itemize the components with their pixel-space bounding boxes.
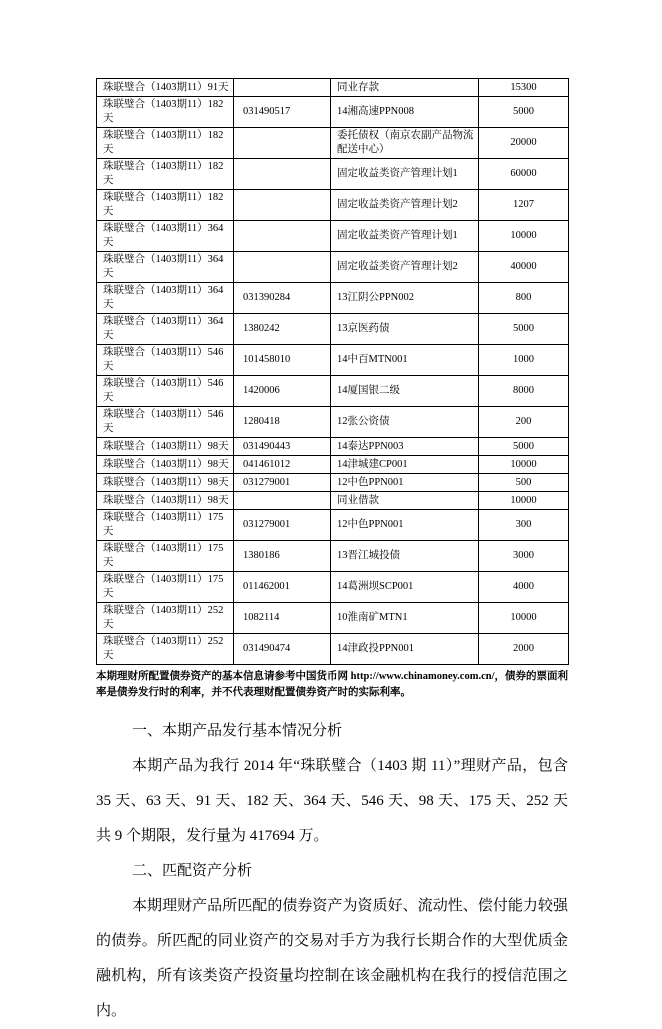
asset-name-cell: 同业借款 <box>331 492 479 510</box>
asset-allocation-table <box>96 78 569 665</box>
product-name-cell: 珠联璧合（1403期11）98天 <box>97 438 234 456</box>
section-1-heading: 一、本期产品发行基本情况分析 <box>132 723 343 739</box>
amount-cell: 10000 <box>479 603 569 634</box>
amount-cell: 500 <box>479 474 569 492</box>
asset-name-cell: 14中百MTN001 <box>331 345 479 376</box>
product-name-cell: 珠联璧合（1403期11）252天 <box>97 603 234 634</box>
table-row <box>97 159 569 190</box>
bond-code-cell: 101458010 <box>234 345 331 376</box>
amount-cell: 1000 <box>479 345 569 376</box>
product-name-cell: 珠联璧合（1403期11）546天 <box>97 345 234 376</box>
product-name-cell: 珠联璧合（1403期11）182天 <box>97 159 234 190</box>
asset-name-cell: 固定收益类资产管理计划1 <box>331 221 479 252</box>
amount-cell: 5000 <box>479 438 569 456</box>
product-name-cell: 珠联璧合（1403期11）252天 <box>97 634 234 665</box>
bond-code-cell <box>234 159 331 190</box>
table-row <box>97 541 569 572</box>
product-name-cell: 珠联璧合（1403期11）182天 <box>97 97 234 128</box>
product-name-cell: 珠联璧合（1403期11）91天 <box>97 79 234 97</box>
section-1-paragraph: 本期产品为我行 2014 年“珠联璧合（1403 期 11）”理财产品，包含 35 天、63 天、91 天、182 天、364 天、546 天、98 天、175 天、252 天共 9 个期限，发行量为 417694 万。 <box>96 758 568 844</box>
product-name-cell: 珠联璧合（1403期11）98天 <box>97 456 234 474</box>
section-2-heading: 二、匹配资产分析 <box>132 863 253 879</box>
amount-cell: 10000 <box>479 221 569 252</box>
bond-code-cell <box>234 79 331 97</box>
table-row <box>97 376 569 407</box>
table-row <box>97 438 569 456</box>
bond-code-cell: 031490517 <box>234 97 331 128</box>
table-row <box>97 407 569 438</box>
asset-name-cell: 12张公资债 <box>331 407 479 438</box>
table-row <box>97 345 569 376</box>
table-row <box>97 97 569 128</box>
bond-code-cell <box>234 128 331 159</box>
bond-code-cell: 1280418 <box>234 407 331 438</box>
table-row <box>97 603 569 634</box>
asset-name-cell: 12中色PPN001 <box>331 510 479 541</box>
product-name-cell: 珠联璧合（1403期11）546天 <box>97 376 234 407</box>
amount-cell: 40000 <box>479 252 569 283</box>
bond-code-cell: 1380186 <box>234 541 331 572</box>
bond-code-cell: 031490474 <box>234 634 331 665</box>
asset-name-cell: 固定收益类资产管理计划2 <box>331 252 479 283</box>
asset-name-cell: 14泰达PPN003 <box>331 438 479 456</box>
bond-code-cell <box>234 492 331 510</box>
product-name-cell: 珠联璧合（1403期11）175天 <box>97 572 234 603</box>
table-row <box>97 190 569 221</box>
table-row <box>97 314 569 345</box>
amount-cell: 800 <box>479 283 569 314</box>
asset-name-cell: 同业存款 <box>331 79 479 97</box>
bond-code-cell <box>234 190 331 221</box>
product-name-cell: 珠联璧合（1403期11）546天 <box>97 407 234 438</box>
asset-name-cell: 14津政投PPN001 <box>331 634 479 665</box>
amount-cell: 300 <box>479 510 569 541</box>
product-name-cell: 珠联璧合（1403期11）364天 <box>97 252 234 283</box>
asset-name-cell: 14葛洲坝SCP001 <box>331 572 479 603</box>
asset-name-cell: 12中色PPN001 <box>331 474 479 492</box>
bond-code-cell: 041461012 <box>234 456 331 474</box>
asset-name-cell: 14湘高速PPN008 <box>331 97 479 128</box>
bond-code-cell: 1082114 <box>234 603 331 634</box>
table-row <box>97 634 569 665</box>
asset-name-cell: 14津城建CP001 <box>331 456 479 474</box>
product-name-cell: 珠联璧合（1403期11）364天 <box>97 283 234 314</box>
document-body <box>96 714 568 1029</box>
product-name-cell: 珠联璧合（1403期11）175天 <box>97 510 234 541</box>
asset-name-cell: 14厦国银二级 <box>331 376 479 407</box>
product-name-cell: 珠联璧合（1403期11）98天 <box>97 492 234 510</box>
bond-code-cell: 011462001 <box>234 572 331 603</box>
table-row <box>97 474 569 492</box>
table-row <box>97 283 569 314</box>
table-row <box>97 456 569 474</box>
bond-code-cell: 031490443 <box>234 438 331 456</box>
bond-code-cell <box>234 221 331 252</box>
bond-code-cell: 031390284 <box>234 283 331 314</box>
table-row <box>97 221 569 252</box>
table-footnote: 本期理财所配置债券资产的基本信息请参考中国货币网 http://www.chinamoney.com.cn/，债券的票面利率是债券发行时的利率，并不代表理财配置债券资产时的实际利率。 <box>96 671 568 698</box>
table-row <box>97 252 569 283</box>
bond-code-cell: 031279001 <box>234 510 331 541</box>
product-name-cell: 珠联璧合（1403期11）182天 <box>97 190 234 221</box>
amount-cell: 200 <box>479 407 569 438</box>
asset-name-cell: 固定收益类资产管理计划2 <box>331 190 479 221</box>
amount-cell: 10000 <box>479 492 569 510</box>
asset-name-cell: 13京医药债 <box>331 314 479 345</box>
table-row <box>97 572 569 603</box>
asset-name-cell: 13晋江城投债 <box>331 541 479 572</box>
product-name-cell: 珠联璧合（1403期11）364天 <box>97 221 234 252</box>
asset-name-cell: 13江阴公PPN002 <box>331 283 479 314</box>
asset-name-cell: 10淮南矿MTN1 <box>331 603 479 634</box>
product-name-cell: 珠联璧合（1403期11）364天 <box>97 314 234 345</box>
bond-code-cell: 031279001 <box>234 474 331 492</box>
amount-cell: 2000 <box>479 634 569 665</box>
table-row <box>97 510 569 541</box>
amount-cell: 1207 <box>479 190 569 221</box>
section-2-paragraph: 本期理财产品所匹配的债券资产为资质好、流动性、偿付能力较强的债券。所匹配的同业资产的交易对手方为我行长期合作的大型优质金融机构，所有该类资产投资量均控制在该金融机构在我行的授信范围之内。 <box>96 898 568 1019</box>
amount-cell: 20000 <box>479 128 569 159</box>
bond-code-cell <box>234 252 331 283</box>
amount-cell: 5000 <box>479 314 569 345</box>
amount-cell: 4000 <box>479 572 569 603</box>
asset-name-cell: 委托债权（南京农副产品物流配送中心） <box>331 128 479 159</box>
amount-cell: 8000 <box>479 376 569 407</box>
product-name-cell: 珠联璧合（1403期11）98天 <box>97 474 234 492</box>
amount-cell: 5000 <box>479 97 569 128</box>
table-row <box>97 128 569 159</box>
table-row <box>97 79 569 97</box>
bond-code-cell: 1380242 <box>234 314 331 345</box>
asset-name-cell: 固定收益类资产管理计划1 <box>331 159 479 190</box>
asset-table-body <box>97 79 569 665</box>
amount-cell: 60000 <box>479 159 569 190</box>
product-name-cell: 珠联璧合（1403期11）182天 <box>97 128 234 159</box>
product-name-cell: 珠联璧合（1403期11）175天 <box>97 541 234 572</box>
bond-code-cell: 1420006 <box>234 376 331 407</box>
amount-cell: 3000 <box>479 541 569 572</box>
table-row <box>97 492 569 510</box>
amount-cell: 10000 <box>479 456 569 474</box>
amount-cell: 15300 <box>479 79 569 97</box>
